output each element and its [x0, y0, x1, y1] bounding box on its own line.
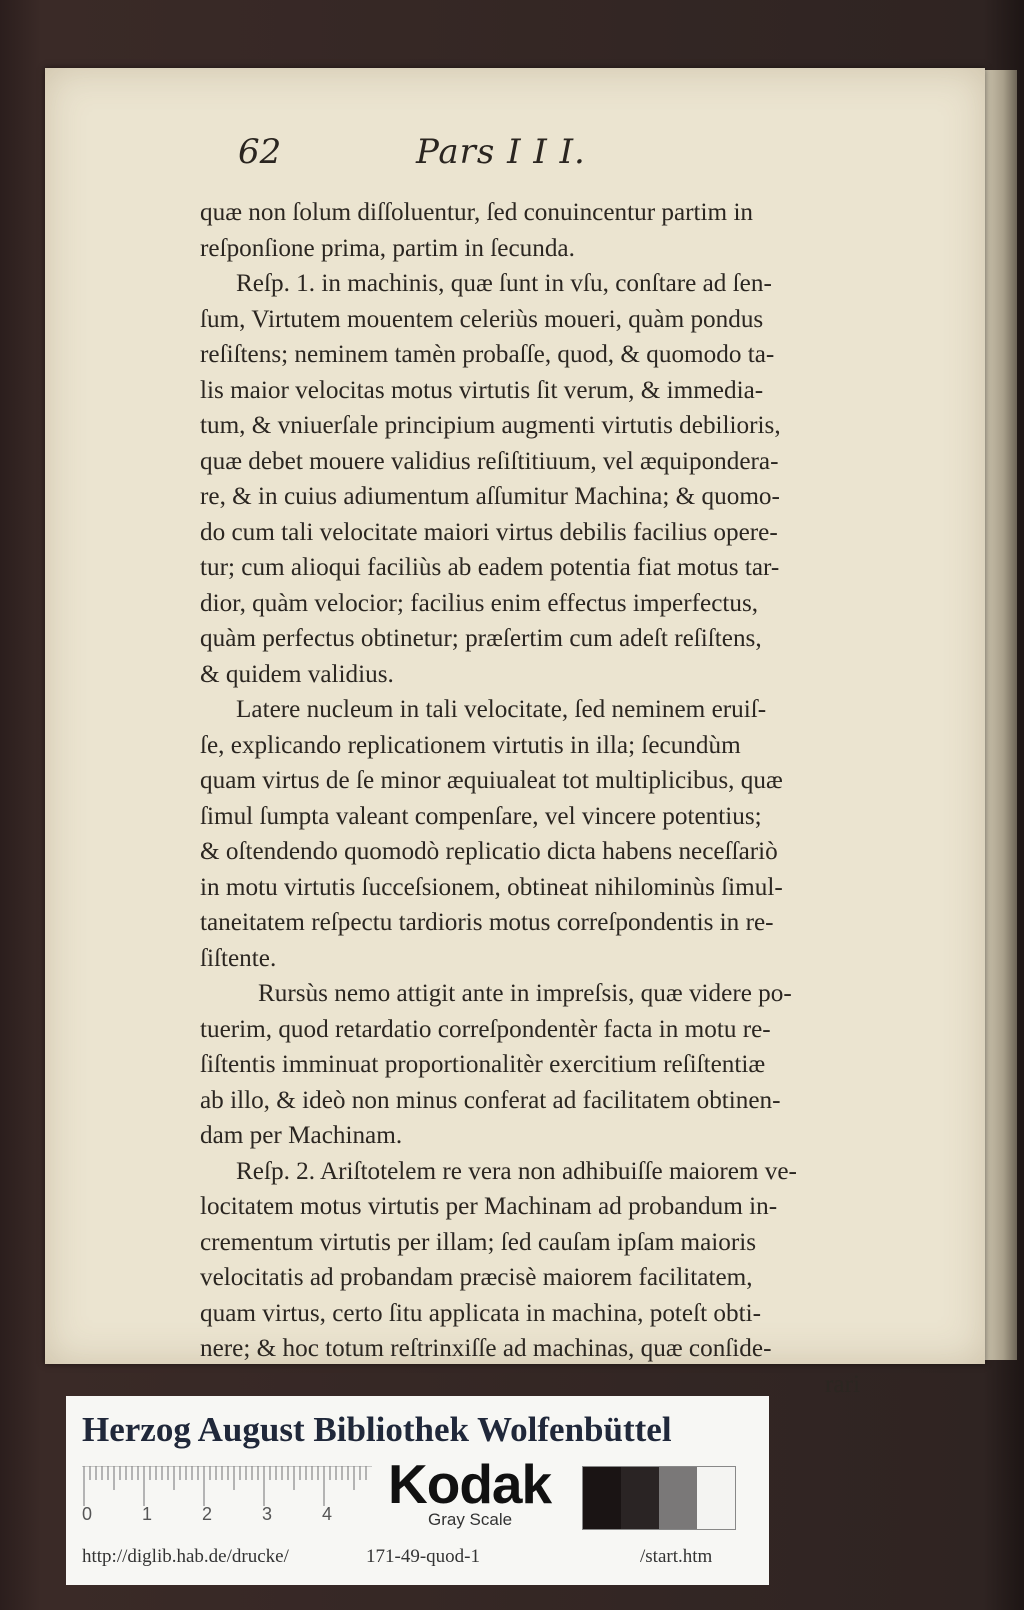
kodak-logo: Kodak — [388, 1453, 552, 1515]
swatch-white — [697, 1467, 735, 1529]
text-line: in motu virtutis ſucceſsionem, obtineat nihilominùs ſimul- — [200, 873, 783, 901]
text-line: ſiſtente. — [200, 944, 277, 972]
text-line: dam per Machinam. — [200, 1122, 403, 1149]
text-line: Reſp. 1. in machinis, quæ ſunt in vſu, conſtare ad ſen- — [236, 270, 772, 297]
ruler-number: 2 — [202, 1504, 213, 1524]
text-line: reſponſione prima, partim in ſecunda. — [200, 234, 575, 262]
text-line: Reſp. 2. Ariſtotelem re vera non adhibuiſſe maiorem ve- — [236, 1157, 797, 1185]
text-line: ab illo, & ideò non minus conferat ad facilitatem obtinen- — [200, 1086, 781, 1114]
ruler-number: 3 — [262, 1504, 273, 1524]
text-line: ſiſtentis imminuat proportionalitèr exercitium reſiſtentiæ — [200, 1051, 766, 1078]
library-label-card — [66, 1396, 769, 1585]
swatch-mid-gray — [659, 1467, 697, 1529]
text-line: quàm perfectus obtinetur; præſertim cum adeſt reſiſtens, — [200, 625, 762, 652]
ruler-number: 0 — [82, 1504, 93, 1524]
text-line: lis maior velocitas motus virtutis ſit verum, & immedia- — [200, 376, 764, 404]
text-line: quæ non ſolum diſſoluentur, ſed conuincentur partim in — [200, 199, 754, 226]
page-number: 62 — [238, 132, 282, 172]
ruler-number: 4 — [322, 1504, 333, 1524]
facing-page-edge — [983, 70, 1017, 1360]
text-line: locitatem motus virtutis per Machinam ad probandum in- — [200, 1193, 778, 1220]
text-line: re, & in cuius adiumentum aſſumitur Machina; & quomo- — [200, 483, 780, 510]
text-line: & quidem validius. — [200, 660, 394, 688]
page-header — [238, 132, 838, 176]
text-line: ſimul ſumpta valeant compenſare, vel vincere potentius; — [200, 802, 762, 830]
text-line: velocitatis ad probandam præcisè maiorem facilitatem, — [200, 1264, 753, 1291]
text-line: taneitatem reſpectu tardioris motus correſpondentis in re- — [200, 909, 774, 936]
text-line: do cum tali velocitate maiori virtus debilis facilius opere- — [200, 518, 778, 546]
url-id: 171-49-quod-1 — [366, 1546, 480, 1567]
ruler-scale — [82, 1466, 372, 1508]
url-end: /start.htm — [640, 1546, 713, 1567]
text-line: quam virtus de ſe minor æquiualeat tot multiplicibus, quæ — [200, 767, 783, 794]
swatch-black — [583, 1467, 621, 1529]
text-line: tum, & vniuerſale principium augmenti virtutis debilioris, — [200, 412, 781, 439]
body-text — [200, 195, 960, 1402]
text-line: & oſtendendo quomodò replicatio dicta habens neceſſariò — [200, 838, 778, 865]
text-line: Rursùs nemo attigit ante in impreſsis, quæ videre po- — [258, 980, 792, 1007]
page-title: Pars I I I. — [416, 132, 586, 172]
text-line: ſe, explicando replicationem virtutis in illa; ſecundùm — [200, 731, 741, 759]
text-line: quæ debet mouere validius reſiſtitiuum, vel æquipondera- — [200, 447, 779, 475]
catchword: rari — [825, 1370, 860, 1398]
text-line: tur; cum alioqui faciliùs ab eadem potentia fiat motus tar- — [200, 554, 780, 581]
text-line: quam virtus, certo ſitu applicata in machina, poteſt obti- — [200, 1299, 761, 1327]
text-line: tuerim, quod retardatio correſpondentèr facta in motu re- — [200, 1015, 771, 1043]
text-line: nere; & hoc totum reſtrinxiſſe ad machinas, quæ conſide- — [200, 1335, 772, 1362]
ruler-number: 1 — [142, 1504, 153, 1524]
swatch-dark — [621, 1467, 659, 1529]
text-line: ſum, Virtutem mouentem celeriùs moueri, quàm pondus — [200, 305, 764, 333]
text-line: crementum virtutis per illam; ſed cauſam ipſam maioris — [200, 1228, 757, 1256]
ruler-numbers — [82, 1504, 382, 1528]
gray-scale-label: Gray Scale — [428, 1510, 513, 1529]
text-line: reſiſtens; neminem tamèn probaſſe, quod, & quomodo ta- — [200, 341, 775, 368]
library-name: Herzog August Bibliothek Wolfenbüttel — [82, 1410, 672, 1449]
text-line: dior, quàm velocior; facilius enim effectus imperfectus, — [200, 589, 759, 617]
url-base: http://diglib.hab.de/drucke/ — [82, 1546, 289, 1567]
text-line: Latere nucleum in tali velocitate, ſed neminem eruiſ- — [236, 696, 767, 723]
gray-scale-swatches — [582, 1466, 736, 1530]
